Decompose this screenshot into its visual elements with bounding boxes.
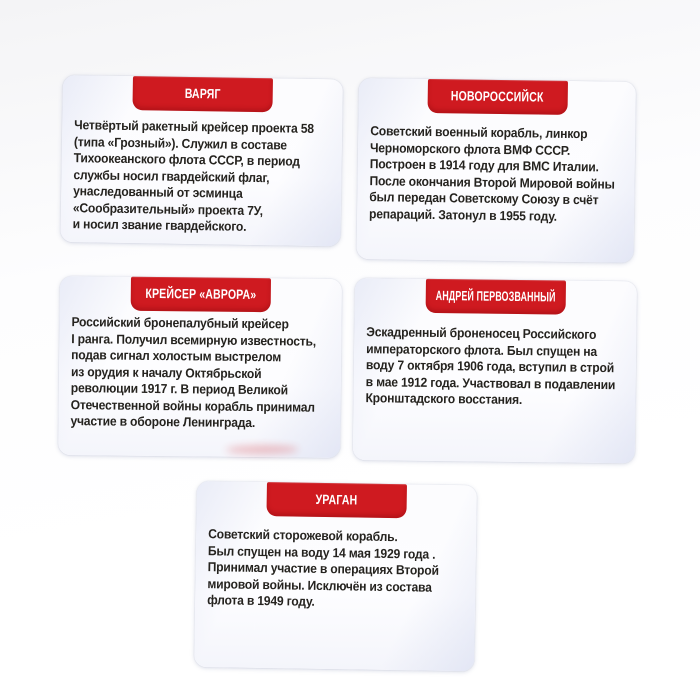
card-description: Советский сторожевой корабль. Был спущен на воду 14 мая 1929 года . Принимал участие в операциях Второй мировой войны. Исключён из состава флота в 1949 году. xyxy=(207,526,439,609)
card-title: УРАГАН xyxy=(315,492,358,508)
card-andrey-pervozvanny xyxy=(353,278,637,463)
card-title-badge xyxy=(266,482,407,518)
card-description: Эскадренный броненосец Российского императорского флота. Был спущен на воду 7 октября 1906 года, вступил в строй в мае 1912 года. Участвовал в подавлении Кронштадского восстания. xyxy=(365,324,616,408)
card-kreyser-avrora xyxy=(58,276,342,458)
card-title-badge xyxy=(426,279,566,315)
card-title: АНДРЕЙ ПЕРВОЗВАННЫЙ xyxy=(435,288,556,305)
card-uragan xyxy=(194,481,477,671)
card-varyag xyxy=(60,75,343,246)
card-title: ВАРЯГ xyxy=(184,86,221,102)
red-ink-smudge-artifact xyxy=(226,445,298,455)
card-title-badge xyxy=(427,79,567,115)
card-novorossiysk xyxy=(356,78,636,263)
card-description: Российский бронепалубный крейсер I ранга. Получил всемирную известность, подав сигнал холостым выстрелом из орудия к началу Октябрьской революции 1917 г. В период Великой Отечественной войны корабль принимал участие в обороне Ленинграда. xyxy=(70,314,317,431)
card-title-badge xyxy=(132,76,273,112)
card-title-badge xyxy=(131,277,271,312)
card-title: КРЕЙСЕР «АВРОРА» xyxy=(145,286,257,303)
card-description: Четвёртый ракетный крейсер проекта 58 (типа «Грозный»). Служил в составе Тихоокеанского флота СССР, в период службы носил гвардейский флаг, унаследованный от эсминца «Сообразительный» проекта 7У, и носил звание гвардейского. xyxy=(72,117,314,234)
card-title: НОВОРОССИЙСК xyxy=(450,88,544,105)
card-description: Советский военный корабль, линкор Черноморского флота ВМФ СССР. Построен в 1914 году для ВМС Италии. После окончания Второй Мировой войны был передан Советскому Союзу в счёт репараций. Затонул в 1955 году. xyxy=(369,123,615,224)
